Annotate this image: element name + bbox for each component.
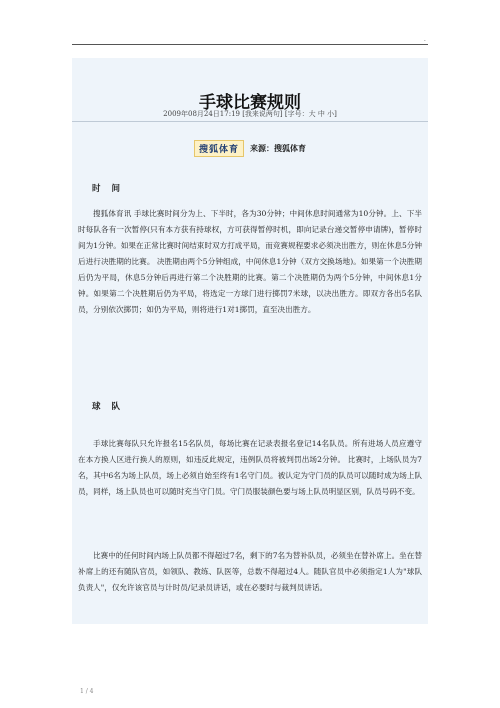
section-heading-time: 时 间	[92, 184, 124, 194]
page-number: 1 / 4	[80, 688, 94, 695]
article-meta: 2009年08月24日17:19 [我来说两句] [字号：大 中 小]	[163, 110, 337, 118]
article-title: 手球比赛规则	[199, 93, 301, 113]
source-row	[0, 140, 500, 157]
header-mark: .	[423, 35, 426, 43]
section-paragraph-team-2: 比赛中的任何时间内场上队员都不得超过7名，剩下的7名为替补队员，必须坐在替补席上。坐在替补席上的还有随队官员，如领队、教练、队医等，总数不得超过4人。随队官员中必须指定1人为"球队负责人"，仅允许该官员与计时员/记录员讲话，或在必要时与裁判员讲话。	[78, 551, 422, 592]
meta-divider	[72, 121, 428, 122]
section-paragraph-team-1: 手球比赛每队只允许报名15名队员，每场比赛在记录表报名登记14名队员。所有进场人员应遵守在本方换人区进行换人的原则，如违反此规定，违例队员将被判罚出场2分钟。 比赛时，上场队员为7名，其中6名为场上队员，场上必须自始至终有1名守门员。被认定为守门员的队员可以随时成为场上队员，同样，场上队员也可以随时充当守门员。守门员服装颜色要与场上队员明显区别，队员号码不变。	[78, 439, 422, 496]
header-rule	[72, 44, 428, 45]
section-heading-team: 球 队	[92, 402, 124, 412]
source-label: 来源：搜狐体育	[250, 143, 306, 153]
sohu-sports-logo: 搜狐体育	[194, 140, 244, 157]
section-paragraph-time: 搜狐体育讯 手球比赛时间分为上、下半时，各为30分钟；中间休息时间通常为10分钟。上、下半时每队各有一次暂停(只有本方获有持球权，方可获得暂停时机，即向记录台递交暂停申请牌)，暂停时间为1分钟。如果在正常比赛时间结束时双方打成平局，而竞赛规程要求必须决出胜方，则在休息5分钟后进行决胜期的比赛。 决胜期由两个5分钟组成，中间休息1分钟（双方交换场地)。如果第一个决胜期后仍为平局，休息5分钟后再进行第二个决胜期的比赛。第二个决胜期仍为两个5分钟，中间休息1分钟。如果第二个决胜期后仍为平局，将选定一方球门进行掷罚7米球，以决出胜方。即双方各出5名队员，分别依次掷罚；如仍为平局，则将进行1对1掷罚，直至决出胜方。	[78, 209, 422, 314]
